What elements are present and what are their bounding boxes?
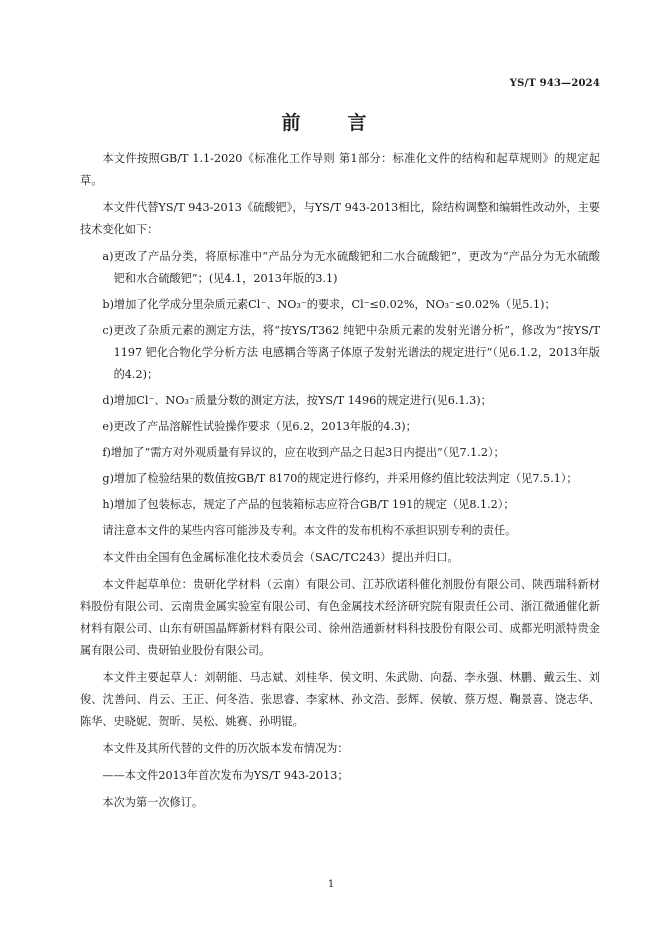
history-item: ——本文件2013年首次发布为YS/T 943-2013； <box>102 769 349 782</box>
list-item: a)更改了产品分类，将原标准中“产品分为无水硫酸钯和二水合硫酸钯”，更改为“产品分为无水硫酸钯和水合硫酸钯”；(见4.1，2013年版的3.1) <box>102 250 600 285</box>
paragraph-drafters: 本文件主要起草人：刘朝能、马志斌、刘桂华、侯文明、朱武勋、向磊、李永强、林鹏、戴云生、刘俊、沈善问、肖云、王正、何冬浩、张思睿、李家林、孙文浩、彭辉、侯敏、蔡万煜、鞠景喜、饶志华、陈华、史晓妮、贺昕、吴松、姚赛、孙明锟。 <box>80 671 600 728</box>
paragraph-proposer: 本文件由全国有色金属标准化技术委员会（SAC/TC243）提出并归口。 <box>102 551 459 564</box>
list-item: g)增加了检验结果的数值按GB/T 8170的规定进行修约，并采用修约值比较法判定（见7.5.1）； <box>102 472 578 485</box>
paragraph-revision: 本次为第一次修订。 <box>102 796 204 809</box>
paragraph-structure: 本文件按照GB/T 1.1-2020《标准化工作导则 第1部分：标准化文件的结构和起草规则》的规定起草。 <box>80 152 600 187</box>
list-item: h)增加了包装标志，规定了产品的包装箱标志应符合GB/T 191的规定（见8.1.2）； <box>102 498 515 511</box>
paragraph-drafting-units: 本文件起草单位：贵研化学材料（云南）有限公司、江苏欣诺科催化剂股份有限公司、陕西瑞科新材料股份有限公司、云南贵金属实验室有限公司、有色金属技术经济研究院有限责任公司、浙江微通催化新材料有限公司、山东有研国晶辉新材料有限公司、徐州浩通新材料科技股份有限公司、成都光明派特贵金属有限公司、贵研铂业股份有限公司。 <box>80 578 600 657</box>
change-list <box>80 246 600 516</box>
list-item: d)增加Cl⁻、NO₃⁻质量分数的测定方法，按YS/T 1496的规定进行(见6.1.3)； <box>102 394 492 407</box>
list-item: c)更改了杂质元素的测定方法，将“按YS/T362 纯钯中杂质元素的发射光谱分析”，修改为“按YS/T 1197 钯化合物化学分析方法 电感耦合等离子体原子发射光谱法的规定进行”（见6.1.2，2013年版的4.2)； <box>102 324 600 381</box>
list-item: b)增加了化学成分里杂质元素Cl⁻、NO₃⁻的要求，Cl⁻≤0.02%，NO₃⁻≤0.02%（见5.1)； <box>102 298 556 311</box>
list-item: f)增加了“需方对外观质量有异议的，应在收到产品之日起3日内提出”（见7.1.2）； <box>102 446 505 459</box>
list-item: e)更改了产品溶解性试验操作要求（见6.2，2013年版的4.3)； <box>102 420 417 433</box>
standard-number: YS/T 943—2024 <box>509 78 600 89</box>
paragraph-replace: 本文件代替YS/T 943-2013《硫酸钯》，与YS/T 943-2013相比，除结构调整和编辑性改动外，主要技术变化如下： <box>80 201 600 236</box>
paragraph-history: 本文件及其所代替的文件的历次版本发布情况为： <box>102 742 349 755</box>
page-number: 1 <box>327 879 335 890</box>
page-title: 前 言 <box>281 112 381 134</box>
document-body <box>80 148 600 819</box>
paragraph-patent: 请注意本文件的某些内容可能涉及专利。本文件的发布机构不承担识别专利的责任。 <box>102 524 517 537</box>
